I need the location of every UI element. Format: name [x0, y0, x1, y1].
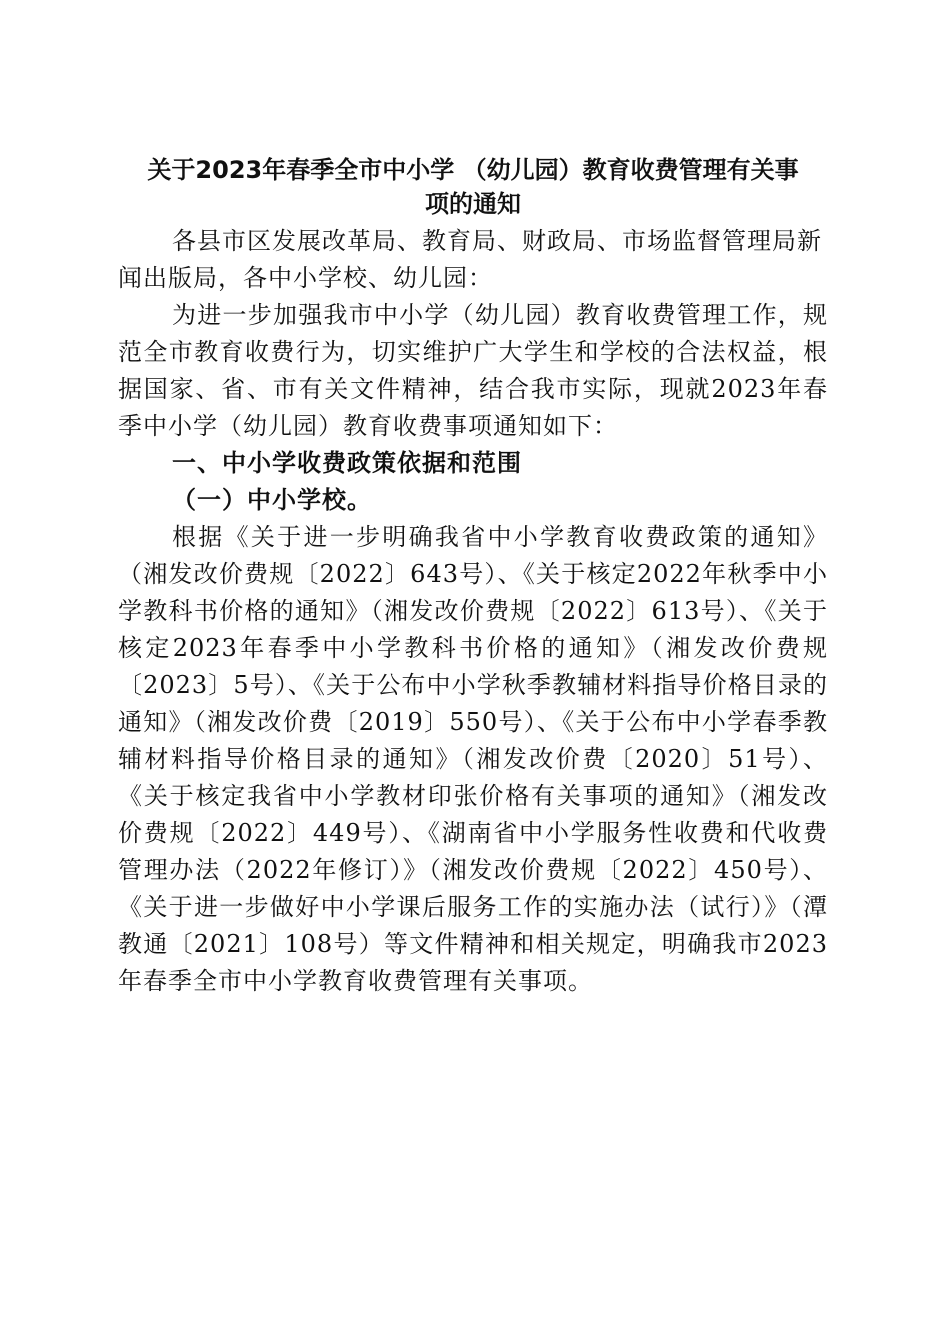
title-line-2: 项的通知 — [425, 190, 521, 218]
title-line-1: 关于2023年春季全市中小学 （幼儿园）教育收费管理有关事 — [147, 156, 799, 184]
intro-paragraph: 为进一步加强我市中小学（幼儿园）教育收费管理工作，规范全市教育收费行为，切实维护广大学生和学校的合法权益，根据国家、省、市有关文件精神，结合我市实际，现就2023年春季中小学（幼儿园）教育收费事项通知如下： — [118, 301, 828, 440]
salutation: 各县市区发展改革局、教育局、财政局、市场监督管理局新闻出版局，各中小学校、幼儿园： — [118, 227, 822, 292]
document-body — [118, 153, 828, 1000]
subsection-heading: （一）中小学校。 — [172, 486, 372, 514]
document-title — [118, 153, 828, 221]
section-body-paragraph: 根据《关于进一步明确我省中小学教育收费政策的通知》（湘发改价费规〔2022〕643号）、《关于核定2022年秋季中小学教科书价格的通知》（湘发改价费规〔2022〕613号）、《关于核定2023年春季中小学教科书价格的通知》（湘发改价费规〔2023〕5号）、《关于公布中小学秋季教辅材料指导价格目录的通知》（湘发改价费〔2019〕550号）、《关于公布中小学春季教辅材料指导价格目录的通知》（湘发改价费〔2020〕51号）、《关于核定我省中小学教材印张价格有关事项的通知》（湘发改价费规〔2022〕449号）、《湖南省中小学服务性收费和代收费管理办法（2022年修订）》（湘发改价费规〔2022〕450号）、《关于进一步做好中小学课后服务工作的实施办法（试行）》（潭教通〔2021〕108号）等文件精神和相关规定，明确我市2023年春季全市中小学教育收费管理有关事项。 — [118, 523, 828, 995]
section-heading: 一、中小学收费政策依据和范围 — [172, 449, 522, 477]
